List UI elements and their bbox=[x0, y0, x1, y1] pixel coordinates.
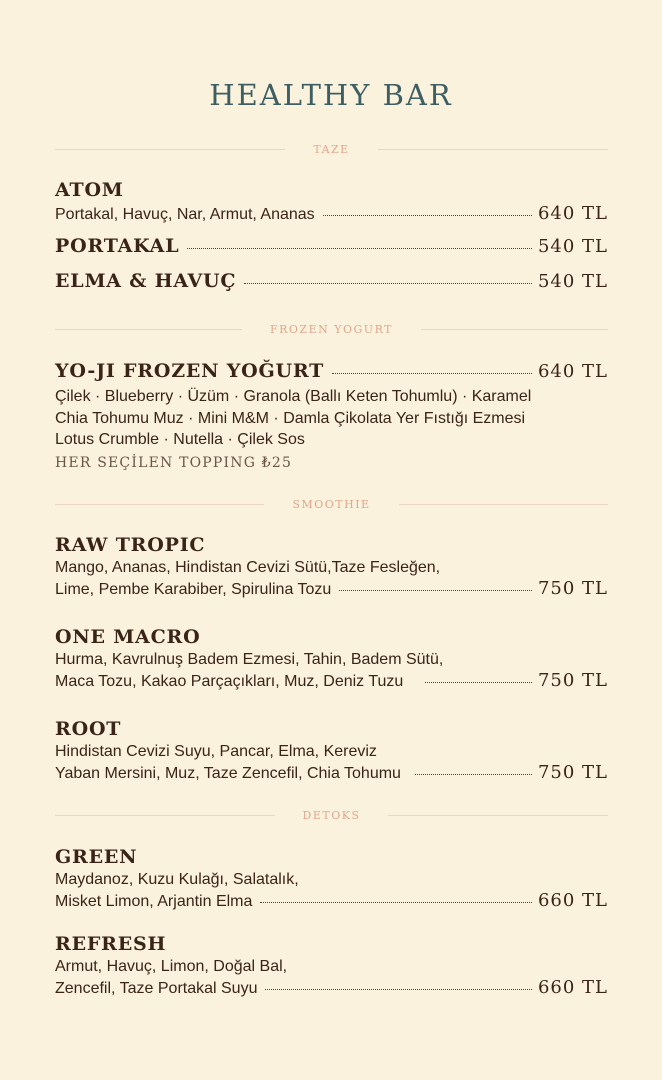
section-label: TAZE bbox=[313, 142, 350, 156]
item-row-refresh bbox=[55, 977, 608, 998]
item-desc: Lime, Pembe Karabiber, Spirulina Tozu bbox=[55, 581, 332, 598]
dot-leader bbox=[265, 989, 531, 990]
item-desc: Hindistan Cevizi Suyu, Pancar, Elma, Kereviz bbox=[55, 743, 377, 760]
divider-line bbox=[421, 329, 608, 330]
item-row-green bbox=[55, 890, 608, 911]
item-desc: Zencefil, Taze Portakal Suyu bbox=[55, 980, 258, 997]
dot-leader bbox=[323, 215, 532, 216]
section-divider-detoks bbox=[55, 808, 608, 822]
item-desc: Mango, Ananas, Hindistan Cevizi Sütü,Taze Fesleğen, bbox=[55, 559, 441, 576]
item-row-yoji bbox=[55, 360, 608, 382]
divider-line bbox=[399, 504, 608, 505]
item-desc: Maca Tozu, Kakao Parçaçıkları, Muz, Deniz Tuzu bbox=[55, 673, 404, 690]
item-price: 750 TL bbox=[537, 578, 608, 599]
item-row-elma-havuc bbox=[55, 270, 608, 292]
item-price: 660 TL bbox=[537, 977, 608, 998]
dot-leader bbox=[187, 248, 532, 249]
section-divider-smoothie bbox=[55, 497, 608, 511]
item-name-raw-tropic: RAW TROPIC bbox=[55, 534, 206, 556]
item-desc: Portakal, Havuç, Nar, Armut, Ananas bbox=[55, 206, 315, 223]
section-label: FROZEN YOGURT bbox=[270, 322, 393, 336]
section-label: DETOKS bbox=[302, 808, 361, 822]
item-row-raw-tropic bbox=[55, 578, 608, 599]
dot-leader bbox=[244, 283, 532, 284]
item-name-refresh: REFRESH bbox=[55, 933, 167, 955]
item-price: 540 TL bbox=[537, 271, 608, 292]
divider-line bbox=[55, 815, 275, 816]
divider-line bbox=[388, 815, 608, 816]
item-row-atom bbox=[55, 203, 608, 224]
item-desc: Chia Tohumu Muz · Mini M&M · Damla Çikolata Yer Fıstığı Ezmesi bbox=[55, 410, 526, 427]
item-name-elma-havuc: ELMA & HAVUÇ bbox=[55, 270, 237, 292]
dot-leader bbox=[332, 373, 532, 374]
item-price: 750 TL bbox=[537, 670, 608, 691]
item-desc: Misket Limon, Arjantin Elma bbox=[55, 893, 253, 910]
divider-line bbox=[55, 329, 242, 330]
item-desc: Çilek · Blueberry · Üzüm · Granola (Ballı Keten Tohumlu) · Karamel bbox=[55, 388, 532, 405]
item-name-one-macro: ONE MACRO bbox=[55, 626, 201, 648]
item-name-portakal: PORTAKAL bbox=[55, 235, 180, 257]
item-desc: Hurma, Kavrulnuş Badem Ezmesi, Tahin, Badem Sütü, bbox=[55, 651, 444, 668]
dot-leader bbox=[260, 902, 532, 903]
dot-leader bbox=[425, 682, 532, 683]
item-name-yoji: YO-JI FROZEN YOĞURT bbox=[55, 360, 325, 382]
dot-leader bbox=[415, 774, 532, 775]
item-desc: Yaban Mersini, Muz, Taze Zencefil, Chia Tohumu bbox=[55, 765, 401, 782]
item-name-root: ROOT bbox=[55, 718, 122, 740]
item-desc: Lotus Crumble · Nutella · Çilek Sos bbox=[55, 431, 305, 448]
item-name-atom: ATOM bbox=[55, 179, 124, 201]
page-title: HEALTHY BAR bbox=[209, 78, 453, 112]
item-desc: Armut, Havuç, Limon, Doğal Bal, bbox=[55, 958, 288, 975]
divider-line bbox=[55, 504, 264, 505]
item-price: 640 TL bbox=[537, 203, 608, 224]
item-price: 640 TL bbox=[537, 361, 608, 382]
item-price: 660 TL bbox=[537, 890, 608, 911]
item-name-green: GREEN bbox=[55, 846, 138, 868]
divider-line bbox=[378, 149, 608, 150]
topping-note: HER SEÇİLEN TOPPING ₺25 bbox=[55, 455, 293, 471]
item-price: 540 TL bbox=[537, 236, 608, 257]
divider-line bbox=[55, 149, 285, 150]
section-label: SMOOTHIE bbox=[292, 497, 371, 511]
section-divider-frozen-yogurt bbox=[55, 322, 608, 336]
dot-leader bbox=[339, 590, 532, 591]
item-desc: Maydanoz, Kuzu Kulağı, Salatalık, bbox=[55, 871, 299, 888]
item-row-one-macro bbox=[55, 670, 608, 691]
item-price: 750 TL bbox=[537, 762, 608, 783]
section-divider-taze bbox=[55, 142, 608, 156]
item-row-portakal bbox=[55, 235, 608, 257]
item-row-root bbox=[55, 762, 608, 783]
